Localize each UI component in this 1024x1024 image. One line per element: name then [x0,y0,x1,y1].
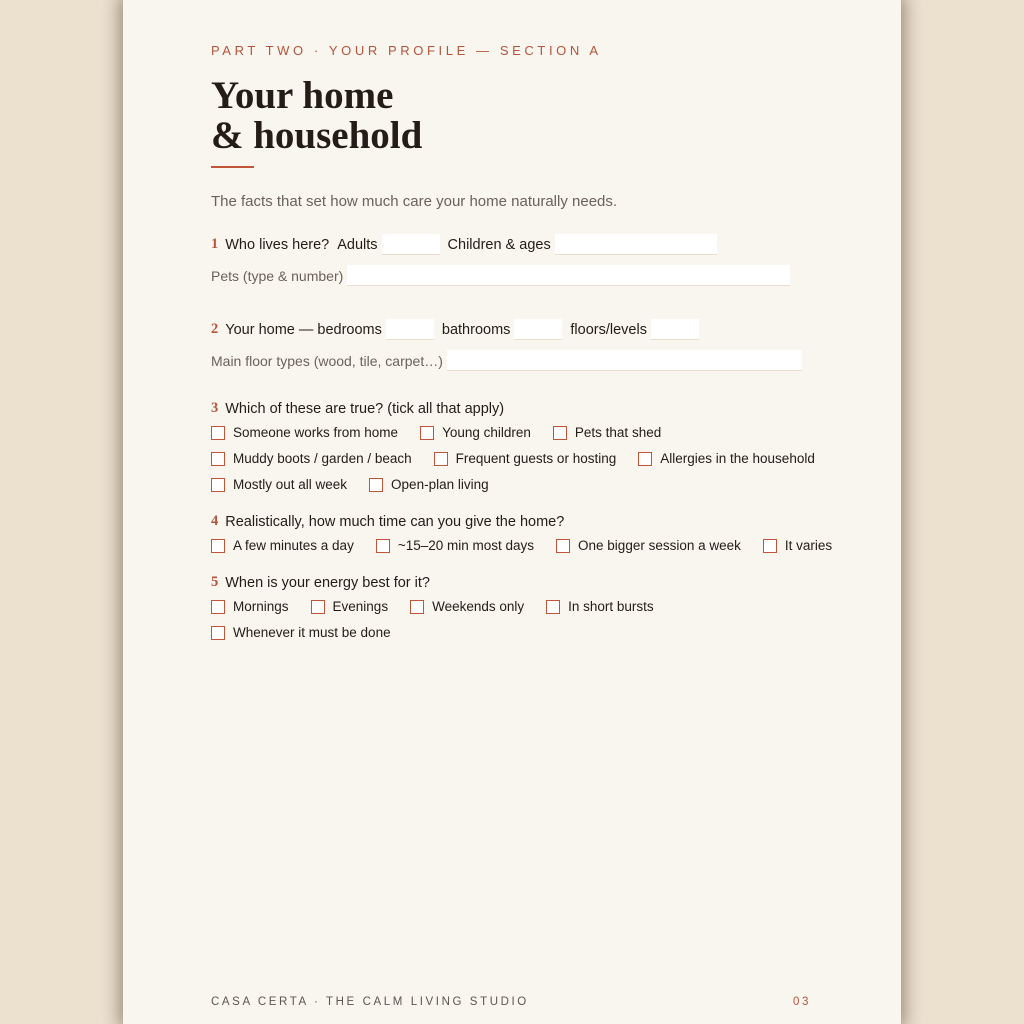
option-pets-that-shed[interactable] [553,425,661,440]
question-4-options-row [211,538,832,553]
question-5-options-row-1 [211,599,654,614]
checkbox[interactable] [546,600,560,614]
floor-types-label: Main floor types (wood, tile, carpet…) [211,353,443,369]
page-title [211,76,422,156]
floors-field[interactable] [651,319,699,340]
question-5-options-row-2 [211,625,391,640]
option-label: Allergies in the household [660,451,815,466]
option-label: Muddy boots / garden / beach [233,451,412,466]
option-whenever-needed[interactable] [211,625,391,640]
option-label: Evenings [332,599,389,614]
checkbox[interactable] [311,600,325,614]
checkbox[interactable] [211,478,225,492]
question-number: 5 [211,574,219,590]
option-it-varies[interactable] [763,538,832,553]
option-label: A few minutes a day [233,538,354,553]
option-label: Pets that shed [574,425,662,440]
option-label: ~15–20 min most days [397,538,535,553]
option-label: Mornings [233,599,289,614]
floors-label: floors/levels [570,322,647,338]
checkbox[interactable] [556,539,570,553]
question-number: 1 [211,236,219,252]
checkbox[interactable] [211,626,225,640]
option-few-minutes[interactable] [211,538,354,553]
children-ages-field[interactable] [555,234,717,255]
option-muddy-boots[interactable] [211,451,412,466]
question-prompt: Who lives here? [225,237,330,253]
question-number: 2 [211,321,219,337]
pets-field[interactable] [347,265,790,286]
checkbox[interactable] [211,426,225,440]
question-3-options-row-2 [211,451,815,466]
page-title-line-1: Your home [211,74,394,117]
checkbox[interactable] [553,426,567,440]
option-mornings[interactable] [211,599,289,614]
question-3-lifestyle [211,400,508,417]
page-title-line-2: & household [211,114,423,157]
bathrooms-label: bathrooms [441,322,511,338]
option-young-children[interactable] [420,425,531,440]
option-label: Open-plan living [391,477,489,492]
question-prompt: When is your energy best for it? [225,575,430,591]
pets-label: Pets (type & number) [211,268,344,284]
checkbox[interactable] [211,600,225,614]
question-prompt: Your home — bedrooms [225,322,382,338]
checkbox[interactable] [638,452,652,466]
checkbox[interactable] [376,539,390,553]
option-weekends-only[interactable] [410,599,524,614]
question-2-home-size [211,319,699,338]
intro-text: The facts that set how much care your home naturally needs. [211,193,618,210]
floor-types-line [211,350,802,369]
bathrooms-field[interactable] [514,319,562,340]
question-number: 4 [211,513,219,529]
option-label: Weekends only [432,599,525,614]
option-label: Mostly out all week [233,477,348,492]
option-works-from-home[interactable] [211,425,398,440]
adults-label: Adults [337,237,378,253]
option-evenings[interactable] [311,599,389,614]
checkbox[interactable] [369,478,383,492]
option-label: It varies [784,538,833,553]
question-3-options-row-1 [211,425,661,440]
option-label: Young children [442,425,531,440]
question-number: 3 [211,400,219,416]
section-eyebrow: PART TWO · YOUR PROFILE — SECTION A [211,43,602,58]
question-3-options-row-3 [211,477,489,492]
checkbox[interactable] [763,539,777,553]
option-short-bursts[interactable] [546,599,654,614]
question-prompt: Which of these are true? (tick all that apply) [225,401,505,417]
option-frequent-guests[interactable] [434,451,617,466]
option-label: Frequent guests or hosting [455,451,617,466]
footer-studio-name: CASA CERTA · THE CALM LIVING STUDIO [211,996,529,1008]
question-1-household [211,234,717,253]
question-4-time [211,513,568,530]
title-divider [211,166,254,168]
bedrooms-field[interactable] [386,319,434,340]
checkbox[interactable] [420,426,434,440]
question-5-energy [211,574,434,591]
adults-field[interactable] [382,234,440,255]
option-open-plan[interactable] [369,477,489,492]
checkbox[interactable] [211,539,225,553]
option-bigger-session[interactable] [556,538,741,553]
page-number: 03 [793,996,811,1008]
checkbox[interactable] [434,452,448,466]
pets-line [211,265,790,284]
children-label: Children & ages [447,237,551,253]
option-15-20-min[interactable] [376,538,534,553]
option-allergies[interactable] [638,451,815,466]
option-label: Whenever it must be done [233,625,391,640]
floor-types-field[interactable] [447,350,802,371]
worksheet-page [123,0,901,1024]
checkbox[interactable] [410,600,424,614]
option-label: One bigger session a week [578,538,741,553]
question-prompt: Realistically, how much time can you give the home? [225,514,565,530]
option-mostly-out[interactable] [211,477,347,492]
checkbox[interactable] [211,452,225,466]
option-label: Someone works from home [233,425,399,440]
option-label: In short bursts [568,599,654,614]
